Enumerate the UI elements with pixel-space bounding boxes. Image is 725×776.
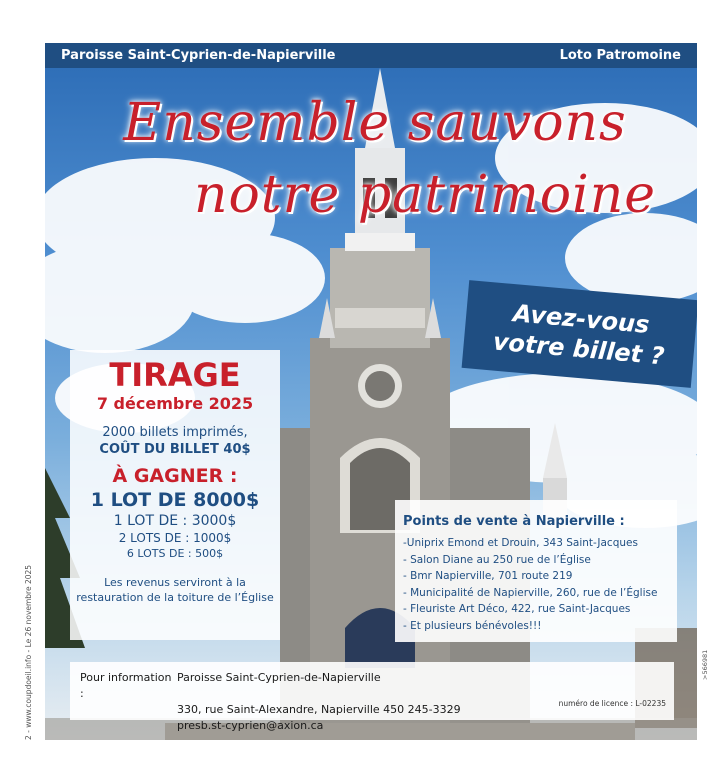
contact-address: 330, rue Saint-Alexandre, Napierville 450 245-3329 <box>177 703 461 716</box>
ad-code: >566981 <box>701 649 709 680</box>
tickets-printed: 2000 billets imprimés, <box>102 425 248 440</box>
sales-point-item: -Uniprix Emond et Drouin, 343 Saint-Jacques <box>403 537 638 549</box>
draw-info-box <box>70 350 280 640</box>
prize-4: 6 LOTS DE : 500$ <box>126 547 224 560</box>
parish-name: Paroisse Saint-Cyprien-de-Napierville <box>61 48 336 63</box>
sales-point-item: - Fleuriste Art Déco, 422, rue Saint-Jacques <box>403 603 631 615</box>
church-photo <box>45 68 697 740</box>
banner-line1: Avez-vous <box>512 299 651 339</box>
licence-number: numéro de licence : L-02235 <box>558 699 666 708</box>
publication-credit: 2 - www.coupdoeil.info - Le 26 novembre 2025 <box>24 564 33 740</box>
title-line2: notre patrimoine <box>193 165 657 225</box>
prize-2: 1 LOT DE : 3000$ <box>113 513 237 529</box>
sales-points-heading: Points de vente à Napierville : <box>403 514 625 529</box>
contact-label: Pour information : <box>80 671 172 700</box>
sales-points-list <box>403 535 677 634</box>
sales-point-item: - Municipalité de Napierville, 260, rue de l’Église <box>403 586 658 599</box>
ticket-price: COÛT DU BILLET 40$ <box>99 442 251 457</box>
contact-email[interactable]: presb.st-cyprien@axion.ca <box>177 719 324 732</box>
win-heading: À GAGNER : <box>112 465 238 487</box>
prize-3: 2 LOTS DE : 1000$ <box>118 531 232 545</box>
prize-1: 1 LOT DE 8000$ <box>90 489 260 511</box>
sales-point-item: - Salon Diane au 250 rue de l’Église <box>403 553 591 566</box>
contact-box <box>70 662 674 732</box>
banner-line2: votre billet ? <box>491 327 666 371</box>
header-bar <box>45 43 697 68</box>
draw-heading: TIRAGE <box>109 356 241 394</box>
draw-date: 7 décembre 2025 <box>96 394 254 413</box>
loto-name: Loto Patromoine <box>559 48 681 63</box>
revenue-note: Les revenus serviront à la restauration de la toiture de l’Église <box>76 576 274 604</box>
title-line1: Ensemble sauvons <box>123 93 627 153</box>
contact-parish: Paroisse Saint-Cyprien-de-Napierville <box>177 671 381 684</box>
sales-point-item: - Et plusieurs bénévoles!!! <box>403 619 542 632</box>
sales-point-item: - Bmr Napierville, 701 route 219 <box>403 570 573 582</box>
sales-points-box <box>395 500 677 642</box>
